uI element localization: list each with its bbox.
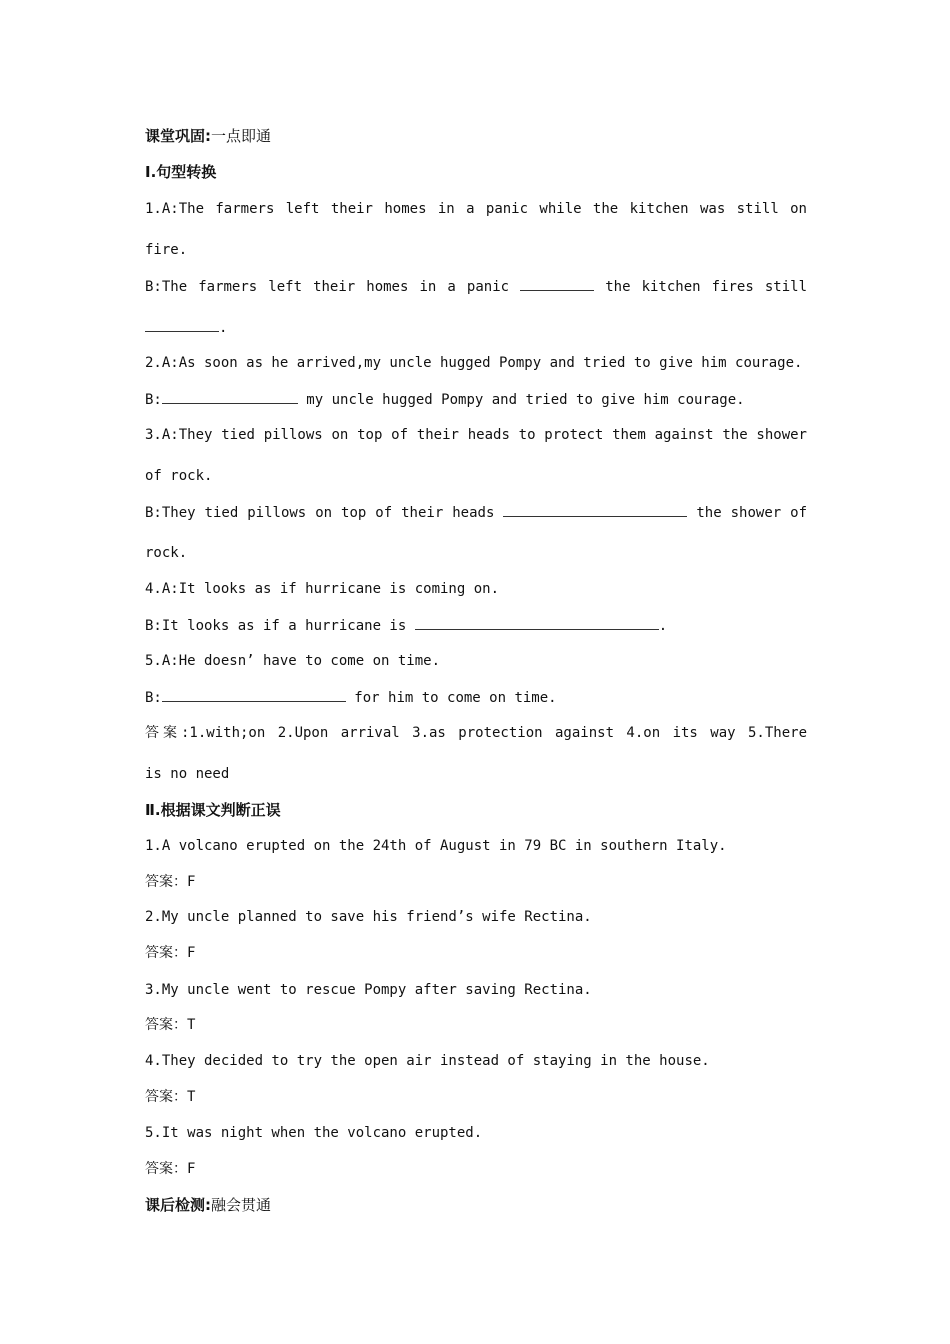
- tf-question-3: 3.My uncle went to rescue Pompy after saving Rectina.: [145, 982, 592, 998]
- part2-heading: Ⅱ.根据课文判断正误: [145, 801, 281, 819]
- q5b-prefix: B:: [145, 690, 162, 706]
- answer-blank[interactable]: [145, 317, 219, 332]
- section-title-after-class: [145, 1195, 271, 1215]
- q5b-line: [145, 687, 557, 708]
- part1-heading: Ⅰ.句型转换: [145, 163, 217, 181]
- tf-question-2: 2.My uncle planned to save his friend’s wife Rectina.: [145, 909, 592, 925]
- q4a-line: 4.A:It looks as if hurricane is coming on.: [145, 581, 500, 597]
- q1b-text-before: B:The farmers left their homes in a panic: [145, 279, 510, 295]
- q2b-prefix: B:: [145, 392, 162, 408]
- q1b-line2: [145, 317, 227, 338]
- q3a-line2: of rock.: [145, 468, 213, 484]
- q2b-text-after: my uncle hugged Pompy and tried to give him courage.: [306, 392, 745, 408]
- q4b-text-before: B:It looks as if a hurricane is: [145, 618, 407, 634]
- tf-answer-3: 答案：T: [145, 1017, 196, 1033]
- answer-blank[interactable]: [162, 389, 298, 404]
- q1b-text-after: the kitchen fires still: [605, 279, 807, 295]
- tf-answer-2: 答案：F: [145, 945, 196, 961]
- tf-answer-5: 答案：F: [145, 1161, 196, 1177]
- answer-blank[interactable]: [415, 615, 659, 630]
- part1-answer-line2: is no need: [145, 766, 230, 782]
- q4b-text-end: .: [658, 618, 668, 634]
- q5a-line: 5.A:He doesn’ have to come on time.: [145, 653, 441, 669]
- tf-question-5: 5.It was night when the volcano erupted.: [145, 1125, 483, 1141]
- tf-answer-4: 答案：T: [145, 1089, 196, 1105]
- q1a-line2: fire.: [145, 242, 188, 258]
- q3b-line2: rock.: [145, 545, 188, 561]
- q3b-line1: [145, 502, 807, 523]
- q2b-line: [145, 389, 745, 410]
- q1a-line1: 1.A:The farmers left their homes in a panic while the kitchen was still on: [145, 201, 807, 217]
- tf-question-1: 1.A volcano erupted on the 24th of August in 79 BC in southern Italy.: [145, 838, 727, 854]
- part1-answer-line1: 答案:1.with;on 2.Upon arrival 3.as protection against 4.on its way 5.There: [145, 725, 807, 741]
- answer-blank[interactable]: [520, 276, 594, 291]
- answer-blank[interactable]: [503, 502, 687, 517]
- q1b-line1: [145, 276, 807, 297]
- tf-answer-1: 答案：F: [145, 874, 196, 890]
- q3a-line1: 3.A:They tied pillows on top of their heads to protect them against the shower: [145, 427, 807, 443]
- tf-question-4: 4.They decided to try the open air instead of staying in the house.: [145, 1053, 710, 1069]
- section-label: 课堂巩固:: [145, 127, 211, 145]
- section-title-in-class: [145, 126, 271, 146]
- q3b-text-before: B:They tied pillows on top of their heads: [145, 505, 495, 521]
- answer-blank[interactable]: [162, 687, 346, 702]
- q4b-line: [145, 615, 667, 636]
- section-subtitle: 融会贯通: [211, 1196, 272, 1214]
- q1b-text-end: .: [219, 320, 228, 336]
- q5b-text-after: for him to come on time.: [354, 690, 557, 706]
- section-label: 课后检测:: [145, 1196, 211, 1214]
- q3b-text-after: the shower of: [696, 505, 808, 521]
- section-subtitle: 一点即通: [211, 127, 272, 145]
- q2a-line: 2.A:As soon as he arrived,my uncle hugged Pompy and tried to give him courage.: [145, 355, 803, 371]
